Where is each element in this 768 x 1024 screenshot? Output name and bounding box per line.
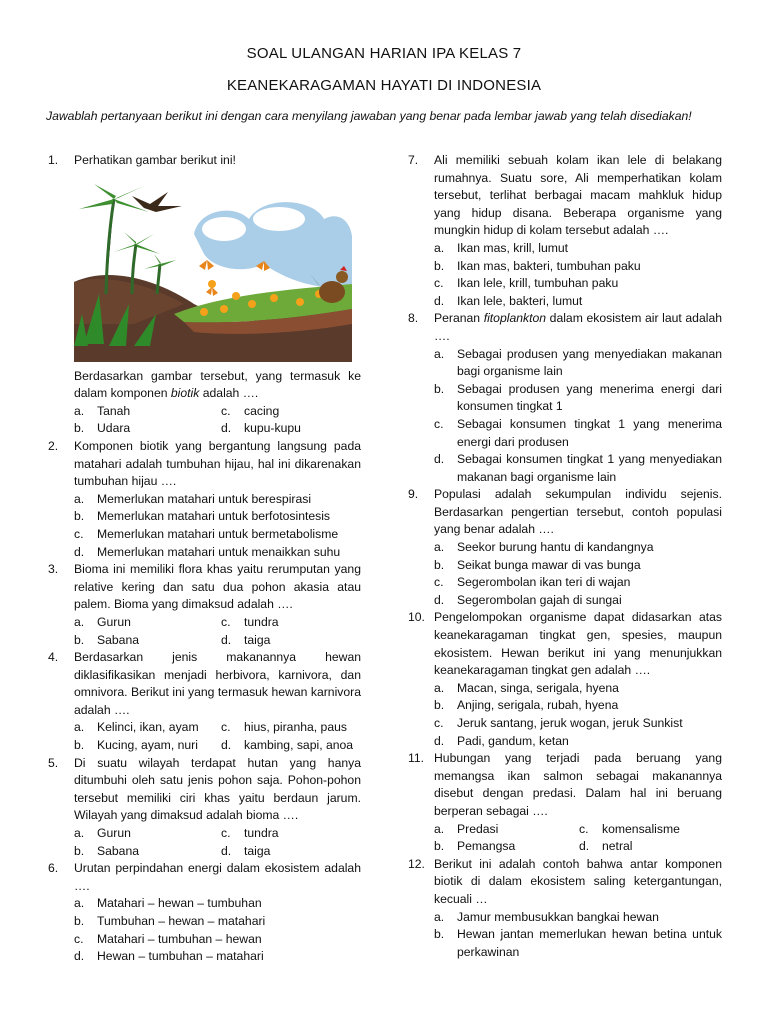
question-text: Berikut ini adalah contoh bahwa antar komponen biotik di dalam ekosistem saling ketergantungan, kecuali … <box>434 856 722 906</box>
option-row <box>74 737 361 755</box>
option-d[interactable]: d. Ikan lele, bakteri, lumut <box>434 293 583 308</box>
option-d[interactable]: d. netral <box>579 839 633 854</box>
question-1-continued <box>48 368 361 438</box>
question-number: 3. <box>48 562 59 577</box>
question-text: Di suatu wilayah terdapat hutan yang hanya ditumbuhi oleh satu jenis pohon saja. Pohon-pohon tersebut memiliki ciri khas yaitu berdaun jarum. Wilayah yang dimaksud adalah bioma …. <box>74 755 361 823</box>
question-number: 2. <box>48 438 59 453</box>
option-a[interactable]: a. Gurun <box>74 614 131 629</box>
option-b[interactable]: b. Sabana <box>74 632 140 647</box>
option-a[interactable]: a. Sebagai produsen yang menyediakan makanan bagi organisme lain <box>434 346 722 379</box>
option-b[interactable]: b. Kucing, ayam, nuri <box>74 738 198 753</box>
option-a[interactable]: a. Gurun <box>74 826 131 841</box>
question-number: 1. <box>48 153 59 167</box>
option-row <box>434 821 722 839</box>
option-b[interactable]: b. Memerlukan matahari untuk berfotosintesis <box>74 509 331 524</box>
option-a[interactable]: a. Predasi <box>434 821 499 836</box>
option-c[interactable]: c. hius, piranha, paus <box>221 720 347 735</box>
option-b[interactable]: b. Sabana <box>74 843 140 858</box>
question-text: Peranan fitoplankton dalam ekosistem air laut adalah …. <box>434 311 722 343</box>
question-number: 7. <box>408 153 419 167</box>
question-number: 11. <box>408 751 425 766</box>
question-text: Berdasarkan gambar tersebut, yang termasuk ke dalam komponen biotik adalah …. <box>74 368 361 401</box>
question-5 <box>48 755 361 861</box>
option-b[interactable]: b. Udara <box>74 421 131 436</box>
question-number: 6. <box>48 861 59 876</box>
option-d[interactable]: d. taiga <box>221 632 271 647</box>
option-d[interactable]: d. Sebagai konsumen tingkat 1 yang menyediakan makanan bagi organisme lain <box>434 452 722 484</box>
option-c[interactable]: c. cacing <box>221 403 280 418</box>
question-number: 9. <box>408 487 419 502</box>
option-c[interactable]: c. Matahari – tumbuhan – hewan <box>74 931 262 946</box>
emphasis: fitoplankton <box>483 311 547 326</box>
left-column <box>48 152 361 966</box>
option-a[interactable]: a. Seekor burung hantu di kandangnya <box>434 540 654 555</box>
question-text: Komponen biotik yang bergantung langsung pada matahari adalah tumbuhan hijau, hal ini dikarenakan tumbuhan hijau …. <box>74 438 361 489</box>
question-text: Hubungan yang terjadi pada beruang yang memangsa ikan salmon sebagai makanannya disebut dengan predasi. Dalam hal ini beruang berperan sebagai …. <box>434 751 722 818</box>
question-3 <box>48 561 361 649</box>
option-c[interactable]: c. Memerlukan matahari untuk bermetabolisme <box>74 526 339 541</box>
ecosystem-illustration-image <box>74 174 352 362</box>
option-a[interactable]: a. Tanah <box>74 403 131 418</box>
option-d[interactable]: d. Segerombolan gajah di sungai <box>434 592 622 607</box>
option-b[interactable]: b. Pemangsa <box>434 839 516 854</box>
option-row <box>74 403 361 421</box>
question-number: 4. <box>48 650 59 665</box>
question-text: Berdasarkan jenis makanannya hewan diklasifikasikan menjadi herbivora, karnivora, dan omnivora. Berikut ini yang termasuk hewan karnivora adalah …. <box>74 650 361 717</box>
question-9 <box>408 486 722 609</box>
option-row <box>74 614 361 632</box>
option-c[interactable]: c. tundra <box>221 826 279 841</box>
option-row <box>74 632 361 650</box>
right-column <box>408 152 722 961</box>
option-a[interactable]: a. Memerlukan matahari untuk berespirasi <box>74 491 312 506</box>
option-b[interactable]: b. Tumbuhan – hewan – matahari <box>74 914 266 928</box>
question-6 <box>48 860 361 966</box>
option-row <box>74 843 361 861</box>
option-c[interactable]: c. tundra <box>221 614 279 629</box>
question-4 <box>48 649 361 755</box>
option-a[interactable]: a. Matahari – hewan – tumbuhan <box>74 896 262 911</box>
emphasis: biotik <box>170 386 200 401</box>
question-text: Perhatikan gambar berikut ini! <box>74 153 236 167</box>
option-c[interactable]: c. komensalisme <box>579 821 680 836</box>
question-text: Urutan perpindahan energi dalam ekosistem adalah …. <box>74 861 361 893</box>
question-number: 10. <box>408 610 425 625</box>
option-c[interactable]: c. Segerombolan ikan teri di wajan <box>434 575 631 590</box>
question-11 <box>408 750 722 856</box>
option-d[interactable]: d. Memerlukan matahari untuk menaikkan suhu <box>74 544 341 559</box>
option-b[interactable]: b. Hewan jantan memerlukan hewan betina untuk perkawinan <box>434 927 722 959</box>
title-1: SOAL ULANGAN HARIAN IPA KELAS 7 <box>246 45 522 62</box>
instruction: Jawablah pertanyaan berikut ini dengan cara menyilang jawaban yang benar pada lembar jawab yang telah disediakan! <box>46 109 692 123</box>
option-c[interactable]: c. Ikan lele, krill, tumbuhan paku <box>434 276 619 291</box>
option-a[interactable]: a. Jamur membusukkan bangkai hewan <box>434 909 659 924</box>
ecosystem-illustration <box>74 174 352 362</box>
option-row <box>74 825 361 843</box>
question-text: Pengelompokan organisme dapat didasarkan atas keanekaragaman tingkat gen, spesies, maupun ekosistem. Hewan berikut ini yang menunjukkan keanekaragaman tingkat gen adalah …. <box>434 610 722 678</box>
question-number: 8. <box>408 311 419 326</box>
question-7 <box>408 152 722 310</box>
option-a[interactable]: a. Kelinci, ikan, ayam <box>74 720 199 735</box>
option-row <box>74 420 361 438</box>
question-text: Ali memiliki sebuah kolam ikan lele di belakang rumahnya. Suatu sore, Ali memperhatikan kolam tersebut, terlihat berbagai macam mahkluk hidup yang hidup disana. Beberapa organisme yang mungkin hidup di kolam tersebut adalah …. <box>434 153 722 238</box>
option-c[interactable]: c. Jeruk santang, jeruk wogan, jeruk Sunkist <box>434 716 683 730</box>
option-row <box>434 838 722 856</box>
question-number: 5. <box>48 755 59 770</box>
question-12 <box>408 856 722 962</box>
option-d[interactable]: d. Hewan – tumbuhan – matahari <box>74 949 264 964</box>
option-d[interactable]: d. Padi, gandum, ketan <box>434 733 569 748</box>
option-d[interactable]: d. kambing, sapi, anoa <box>221 738 354 753</box>
question-text: Bioma ini memiliki flora khas yaitu rerumputan yang relative kering dan satu dua pohon akasia atau palem. Bioma yang dimaksud adalah …. <box>74 562 361 612</box>
option-b[interactable]: b. Anjing, serigala, rubah, hyena <box>434 698 619 713</box>
option-d[interactable]: d. taiga <box>221 843 271 858</box>
question-1 <box>48 152 361 362</box>
question-8 <box>408 310 722 486</box>
question-2 <box>48 438 361 561</box>
option-row <box>74 719 361 737</box>
option-c[interactable]: c. Sebagai konsumen tingkat 1 yang menerima energi dari produsen <box>434 416 722 449</box>
option-b[interactable]: b. Ikan mas, bakteri, tumbuhan paku <box>434 258 641 273</box>
title-2: KEANEKARAGAMAN HAYATI DI INDONESIA <box>226 77 542 94</box>
question-10 <box>408 609 722 750</box>
option-b[interactable]: b. Seikat bunga mawar di vas bunga <box>434 557 641 572</box>
option-d[interactable]: d. kupu-kupu <box>221 421 301 436</box>
option-a[interactable]: a. Macan, singa, serigala, hyena <box>434 680 619 695</box>
question-text: Populasi adalah sekumpulan individu sejenis. Berdasarkan pengertian tersebut, contoh populasi yang benar adalah …. <box>434 487 722 537</box>
option-b[interactable]: b. Sebagai produsen yang menerima energi dari konsumen tingkat 1 <box>434 381 722 414</box>
option-a[interactable]: a. Ikan mas, krill, lumut <box>434 240 569 255</box>
question-number: 12. <box>408 856 425 871</box>
